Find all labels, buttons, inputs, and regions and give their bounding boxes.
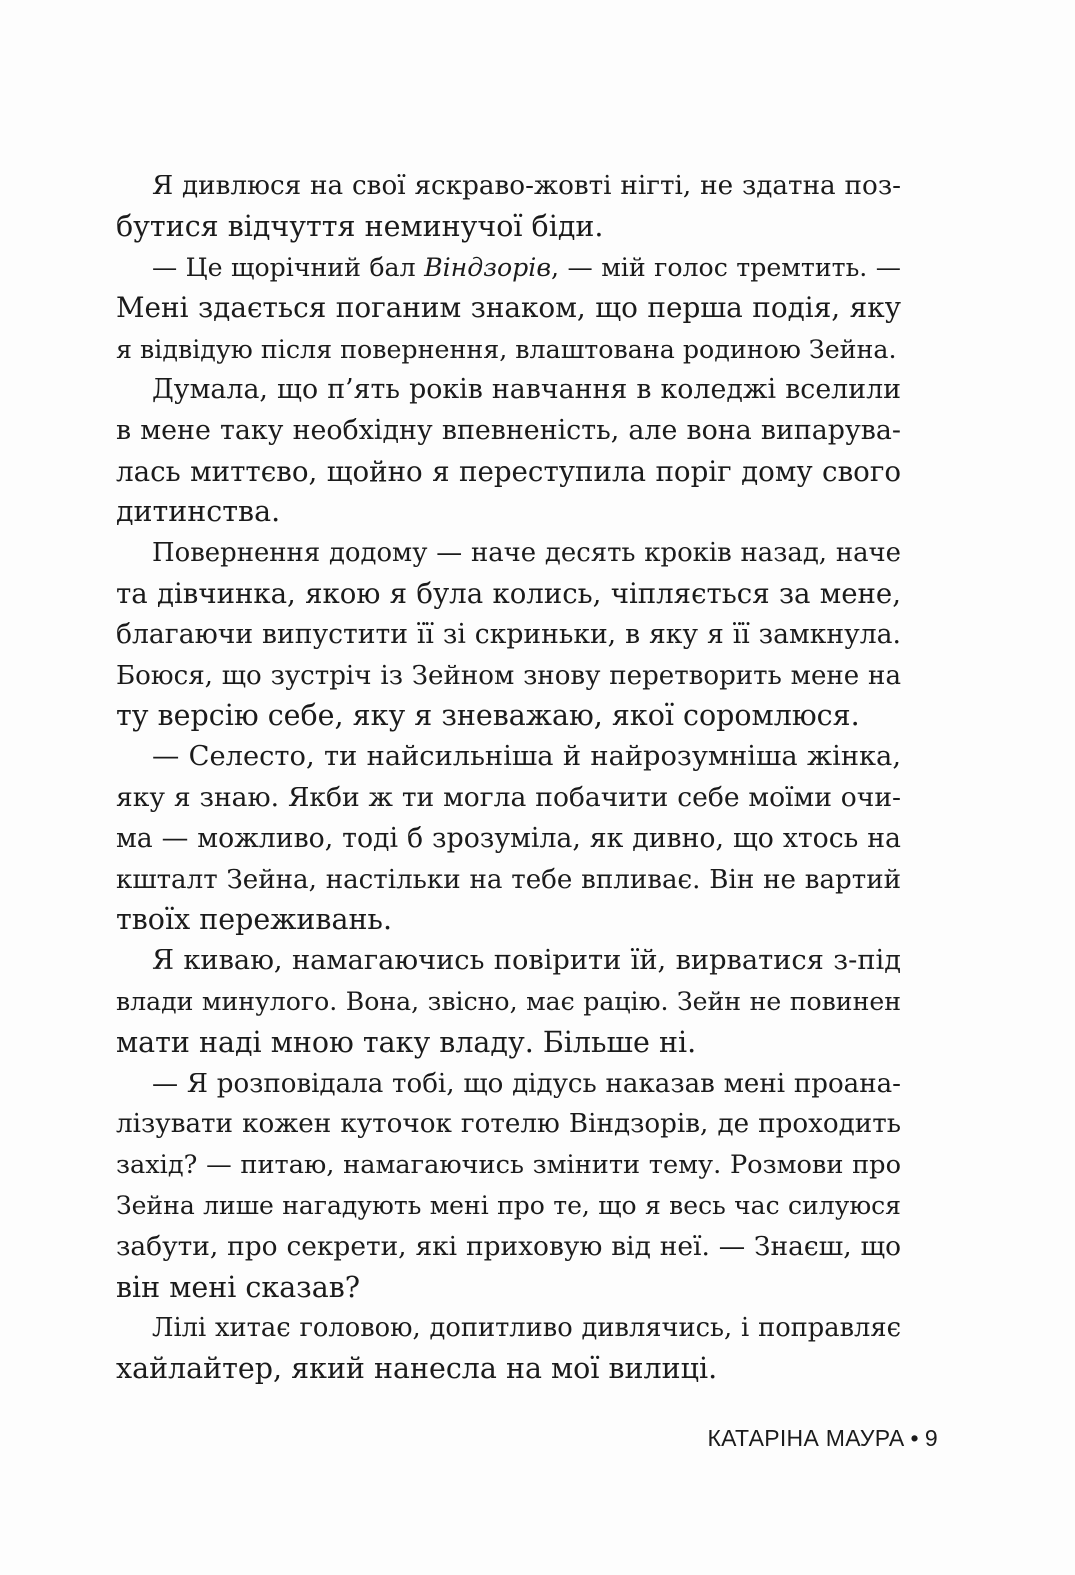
- text-line: твоїх переживань.: [116, 903, 393, 937]
- text-line: ту версію себе, яку я зневажаю, якої соромлюся.: [116, 699, 860, 733]
- text-line: — Я розповідала тобі, що дідусь наказав мені проана-: [152, 1068, 901, 1099]
- text-line: в мене таку необхідну впевненість, але вона випарува-: [116, 414, 901, 446]
- text-line: захід? — питаю, намагаючись змінити тему. Розмови про: [116, 1150, 901, 1181]
- text-line: забути, про секрети, які приховую від неї. — Знаєш, що: [116, 1230, 901, 1262]
- text-line: Я киваю, намагаючись повірити їй, вирватися з-під: [152, 945, 901, 977]
- text-line: Мені здається поганим знаком, що перша подія, яку: [116, 291, 901, 325]
- text-line: бутися відчуття неминучої біди.: [116, 209, 604, 243]
- text-line: він мені сказав?: [116, 1270, 361, 1304]
- text-line: Зейна лише нагадують мені про те, що я весь час силуюся: [116, 1190, 901, 1220]
- text-line: благаючи випустити її зі скриньки, в яку я її замкнула.: [116, 618, 901, 650]
- text-line: мати наді мною таку владу. Більше ні.: [116, 1025, 697, 1059]
- text-line: ма — можливо, тоді б зрозуміла, як дивно, що хтось на: [116, 822, 901, 854]
- page-number: 9: [924, 1425, 938, 1451]
- body-text: [116, 166, 901, 1390]
- footer-separator: •: [910, 1425, 919, 1451]
- text-line-segment: — Це щорічний бал: [152, 252, 425, 282]
- text-line: Боюся, що зустріч із Зейном знову перетворить мене на: [116, 660, 901, 691]
- text-line: — Селесто, ти найсильніша й найрозумніша жінка,: [152, 741, 901, 773]
- running-footer: [707, 1425, 938, 1452]
- text-line: хайлайтер, який нанесла на мої вилиці.: [116, 1352, 718, 1386]
- footer-author: КАТАРІНА МАУРА: [707, 1425, 905, 1451]
- text-line: лізувати кожен куточок готелю Віндзорів, де проходить: [116, 1109, 901, 1140]
- text-line: Повернення додому — наче десять кроків назад, наче: [152, 538, 901, 569]
- text-line-segment: , — мій голос тремтить. —: [551, 252, 901, 282]
- text-line: дитинства.: [116, 495, 281, 529]
- text-line: яку я знаю. Якби ж ти могла побачити себе моїми очи-: [116, 781, 901, 813]
- italic-name: Віндзорів: [424, 252, 552, 282]
- text-line: Я дивлюся на свої яскраво-жовті нігті, не здатна поз-: [152, 171, 901, 201]
- text-line: кшталт Зейна, настільки на тебе впливає. Він не вартий: [116, 864, 901, 895]
- text-line: я відвідую після повернення, влаштована родиною Зейна.: [116, 334, 897, 365]
- text-line: та дівчинка, якою я була колись, чіпляється за мене,: [116, 576, 901, 610]
- text-line: лась миттєво, щойно я переступила поріг дому свого: [116, 454, 901, 488]
- text-line: влади минулого. Вона, звісно, має рацію. Зейн не повинен: [116, 986, 901, 1016]
- text-line: [116, 248, 901, 289]
- text-line: Лілі хитає головою, допитливо дивлячись, і поправляє: [152, 1313, 901, 1344]
- text-line: Думала, що п’ять років навчання в коледжі вселили: [152, 373, 901, 405]
